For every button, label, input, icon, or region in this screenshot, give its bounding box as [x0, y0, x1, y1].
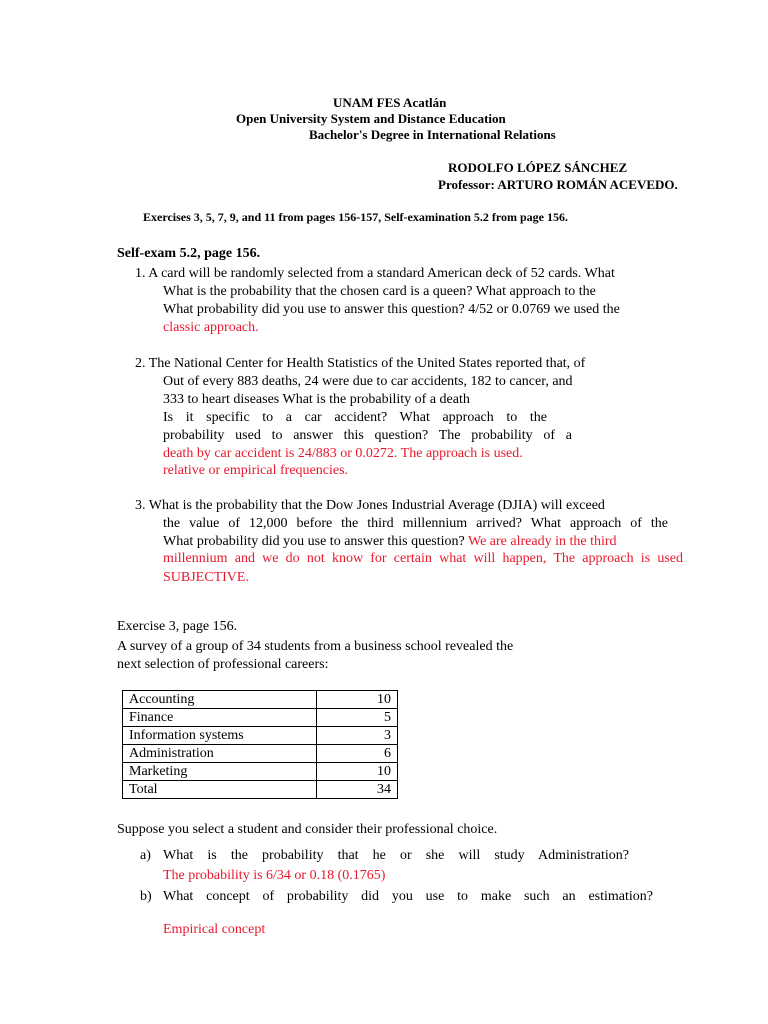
q3-answer-line3: SUBJECTIVE. [163, 570, 249, 585]
university-title: UNAM FES Acatlán [333, 95, 447, 110]
table-row [123, 763, 398, 781]
q3-line1: 3. What is the probability that the Dow Jones Industrial Average (DJIA) will exceed [135, 498, 605, 513]
q3-answer-start: We are already in the third [467, 534, 617, 549]
count-cell: 34 [317, 781, 398, 799]
item-a-question: What is the probability that he or she will study Administration? [163, 848, 629, 863]
careers-table [122, 690, 398, 799]
q2-line4: Is it specific to a car accident? What approach to the [163, 410, 547, 425]
q1-answer: classic approach. [163, 320, 259, 335]
career-cell: Accounting [123, 691, 317, 709]
count-cell: 6 [317, 745, 398, 763]
career-cell: Marketing [123, 763, 317, 781]
q2-line3: 333 to heart diseases What is the probability of a death [163, 392, 470, 407]
q2-answer-line1: death by car accident is 24/883 or 0.0272. The approach is used. [163, 446, 523, 461]
table-row [123, 781, 398, 799]
exercise3-intro-line2: next selection of professional careers: [117, 657, 329, 672]
item-b-answer: Empirical concept [163, 922, 266, 937]
exercise3-heading: Exercise 3, page 156. [117, 619, 238, 634]
career-cell: Finance [123, 709, 317, 727]
career-cell: Information systems [123, 727, 317, 745]
table-row [123, 709, 398, 727]
item-b-question: What concept of probability did you use to make such an estimation? [163, 889, 653, 904]
table-row [123, 745, 398, 763]
q3-line3-question: What probability did you use to answer this question? [163, 534, 465, 549]
q2-line2: Out of every 883 deaths, 24 were due to car accidents, 182 to cancer, and [163, 374, 573, 389]
item-a-label: a) [140, 848, 151, 863]
career-cell: Administration [123, 745, 317, 763]
q3-answer-line2: millennium and we do not know for certain what will happen, The approach is used [163, 551, 683, 566]
count-cell: 3 [317, 727, 398, 745]
selfexam-heading: Self-exam 5.2, page 156. [117, 246, 261, 261]
table-row [123, 691, 398, 709]
q2-answer-line2: relative or empirical frequencies. [163, 463, 349, 478]
table-row [123, 727, 398, 745]
assignment-line [143, 210, 568, 225]
career-cell: Total [123, 781, 317, 799]
count-cell: 10 [317, 763, 398, 781]
degree-title: Bachelor's Degree in International Relations [309, 127, 556, 142]
assignment-text: Exercises 3, 5, 7, 9, and 11 from pages 156-157, Self-examination 5.2 from page 156. [143, 210, 568, 224]
q3-line3 [163, 534, 617, 550]
q1-line2: What is the probability that the chosen card is a queen? What approach to the [163, 284, 596, 299]
q3-line2: the value of 12,000 before the third millennium arrived? What approach of the [163, 516, 668, 531]
q1-line1: 1. A card will be randomly selected from a standard American deck of 52 cards. What [135, 266, 615, 281]
system-title: Open University System and Distance Education [236, 111, 506, 126]
count-cell: 5 [317, 709, 398, 727]
suppose-text: Suppose you select a student and consider their professional choice. [117, 822, 498, 837]
student-name: RODOLFO LÓPEZ SÁNCHEZ [448, 160, 628, 175]
q2-line5: probability used to answer this question? The probability of a [163, 428, 572, 443]
item-a-answer: The probability is 6/34 or 0.18 (0.1765) [163, 868, 386, 883]
count-cell: 10 [317, 691, 398, 709]
professor-name: Professor: ARTURO ROMÁN ACEVEDO. [438, 177, 678, 192]
exercise3-intro-line1: A survey of a group of 34 students from a business school revealed the [117, 639, 514, 654]
q1-line3: What probability did you use to answer this question? 4/52 or 0.0769 we used the [163, 302, 620, 317]
item-b-label: b) [140, 889, 152, 904]
q2-line1: 2. The National Center for Health Statistics of the United States reported that, of [135, 356, 586, 371]
